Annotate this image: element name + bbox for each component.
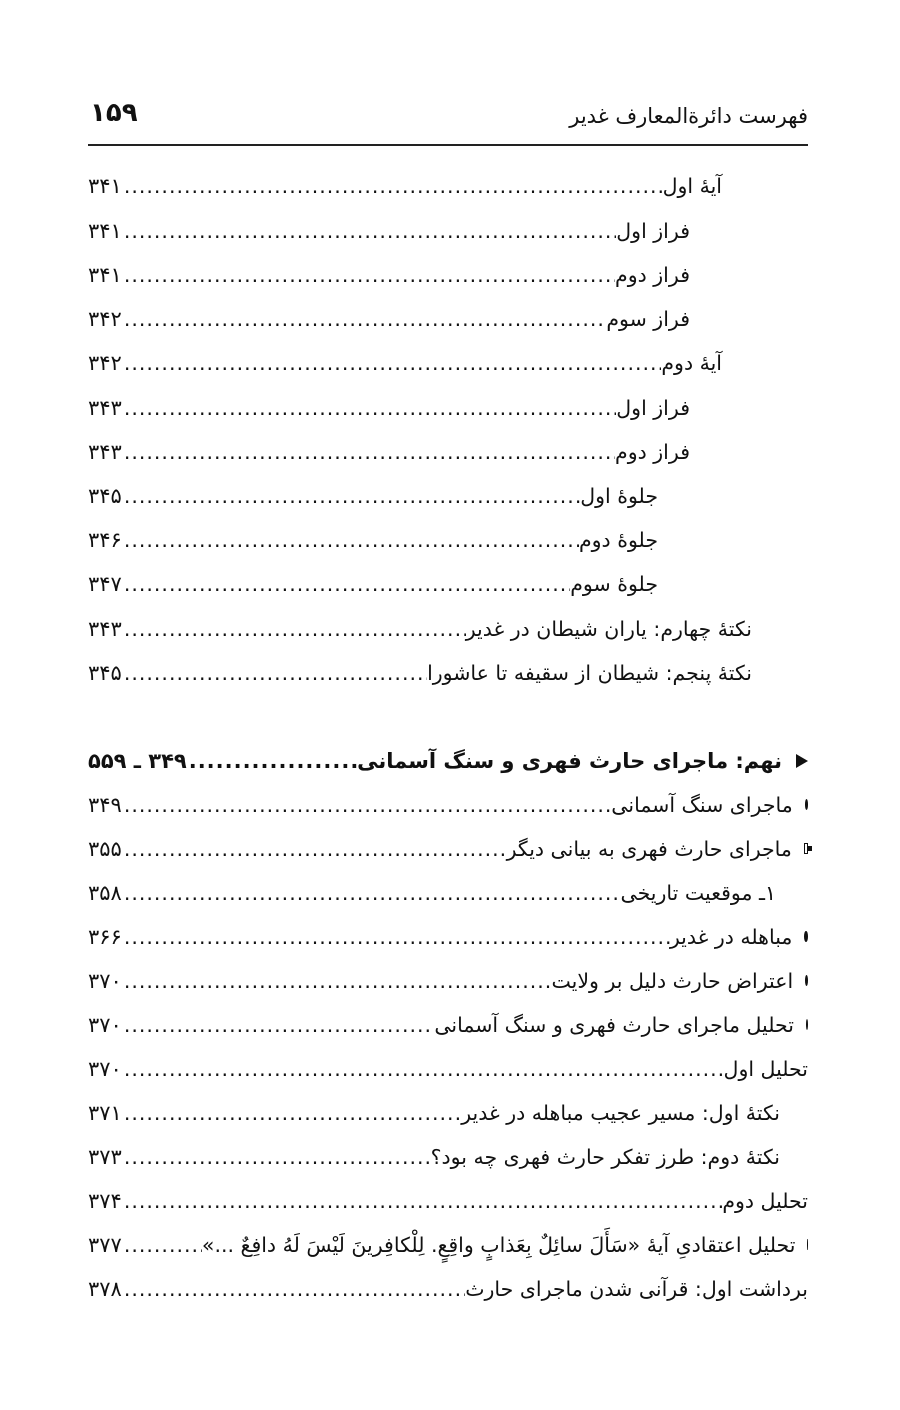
toc-entry-page: ۳۴۱ (88, 263, 122, 287)
toc-entry-title: نکتهٔ چهارم: یاران شیطان در غدیر (465, 617, 752, 641)
dot-leader (124, 917, 670, 957)
toc-entry (88, 1181, 808, 1221)
toc-entry-page: ۳۴۵ (88, 484, 122, 508)
toc-entry (88, 211, 690, 251)
dot-leader (124, 564, 570, 604)
bullet-icon (805, 799, 808, 810)
toc-entry-title: فراز اول (616, 219, 690, 243)
toc-entry-page: ۳۷۳ (88, 1145, 122, 1169)
toc-entry-title: تحلیل ماجرای حارث فهری و سنگ آسمانی (434, 1013, 794, 1037)
dot-leader (124, 388, 616, 428)
toc-entry-page: ۳۴۶ (88, 528, 122, 552)
toc-entry-page: ۳۴۹ ـ ۵۵۹ (88, 749, 187, 773)
toc-entry-title: جلوهٔ سوم (570, 572, 658, 596)
toc-entry-page: ۳۵۵ (88, 837, 122, 861)
toc-entry-title: فراز اول (616, 396, 690, 420)
dot-leader (124, 961, 552, 1001)
dot-leader (124, 343, 662, 383)
toc-entry-title: مباهله در غدیر (669, 925, 793, 949)
toc-entry-title: تحلیل اعتقادیِ آیهٔ «سَأَلَ سائِلٌ بِعَذابٍ واقِعٍ. لِلْکافِرینَ لَیْسَ لَهُ دافِعٌ ...» (201, 1233, 796, 1257)
toc-entry-title: تحلیل دوم (722, 1189, 808, 1213)
toc-entry (88, 917, 808, 957)
toc-entry (88, 1049, 808, 1089)
toc-entry-page: ۳۷۱ (88, 1101, 122, 1125)
dot-leader (124, 1093, 461, 1133)
toc-entry-page: ۳۷۸ (88, 1277, 122, 1301)
toc-entry-title: آیهٔ اول (662, 174, 722, 198)
toc-entry (88, 432, 690, 472)
toc-entry (88, 873, 776, 913)
bullet-icon (806, 1019, 808, 1030)
dot-leader (124, 785, 611, 825)
toc-entry-title: نکتهٔ دوم: طرز تفکر حارث فهری چه بود؟ (430, 1145, 780, 1169)
dot-leader (124, 653, 427, 693)
running-header-title: فهرست دائرةالمعارف غدیر (569, 104, 808, 128)
toc-entry (88, 653, 752, 693)
dot-leader (124, 166, 663, 206)
toc-entry-title: جلوهٔ دوم (578, 528, 658, 552)
toc-entry-title: نهم: ماجرای حارث فهری و سنگ آسمانی (357, 749, 782, 773)
toc-entry (88, 1005, 808, 1045)
toc-entry-page: ۳۷۰ (88, 1013, 122, 1037)
toc-entry-page: ۳۷۰ (88, 1057, 122, 1081)
toc-entry (88, 299, 690, 339)
toc-entry-title: برداشت اول: قرآنی شدن ماجرای حارث (465, 1277, 808, 1301)
toc-entry-title: تحلیل اول (723, 1057, 808, 1081)
running-header (88, 92, 808, 146)
toc-entry (88, 1093, 780, 1133)
toc-entry-title: جلوهٔ اول (580, 484, 658, 508)
toc-chapter-entry (88, 741, 808, 781)
toc-entry-page: ۳۴۳ (88, 617, 122, 641)
toc-entry (88, 520, 658, 560)
toc-entry-title: فراز دوم (615, 263, 690, 287)
triangle-pointer-icon (796, 754, 808, 768)
bullet-icon (805, 975, 808, 986)
toc-entry (88, 255, 690, 295)
toc-entry-page: ۳۴۱ (88, 174, 122, 198)
toc-entry (88, 166, 722, 206)
toc-entry-title: فراز دوم (615, 440, 690, 464)
toc-entry-title: اعتراض حارث دلیل بر ولایت (551, 969, 794, 993)
dot-leader (124, 1049, 724, 1089)
square-bullet-icon (804, 843, 808, 854)
toc-entry-title: ماجرای سنگ آسمانی (611, 793, 793, 817)
toc-entry (88, 961, 808, 1001)
dot-leader (124, 299, 606, 339)
dot-leader (124, 1181, 722, 1221)
toc-entry-page: ۳۴۹ (88, 793, 122, 817)
toc-entry-title: ۱ـ موقعیت تاریخی (620, 881, 776, 905)
toc-entry-title: نکتهٔ اول: مسیر عجیب مباهله در غدیر (461, 1101, 780, 1125)
bullet-icon (804, 931, 808, 942)
toc-entry-page: ۳۴۷ (88, 572, 122, 596)
dot-leader (124, 432, 615, 472)
toc-entry (88, 343, 722, 383)
dot-leader (124, 1137, 431, 1177)
dot-leader (124, 873, 621, 913)
toc-entry-page: ۳۴۳ (88, 396, 122, 420)
toc-entry-page: ۳۴۱ (88, 219, 122, 243)
dot-leader (124, 211, 616, 251)
toc-entry-page: ۳۷۰ (88, 969, 122, 993)
toc-entry-title: نکتهٔ پنجم: شیطان از سقیفه تا عاشورا (427, 661, 752, 685)
toc-entry (88, 1225, 808, 1265)
toc-entry (88, 829, 808, 869)
dot-leader (124, 520, 579, 560)
toc-entry-page: ۳۵۸ (88, 881, 122, 905)
dot-leader (189, 741, 357, 781)
toc-entry (88, 1137, 780, 1177)
dot-leader (124, 476, 580, 516)
toc-entry-page: ۳۴۲ (88, 307, 122, 331)
bullet-icon (807, 1239, 808, 1250)
toc-entry-page: ۳۷۴ (88, 1189, 122, 1213)
toc-entry-page: ۳۴۵ (88, 661, 122, 685)
dot-leader (124, 1005, 435, 1045)
toc-entry-page: ۳۶۶ (88, 925, 122, 949)
toc-entry-page: ۳۴۲ (88, 351, 122, 375)
dot-leader (124, 609, 466, 649)
toc-entry (88, 609, 752, 649)
dot-leader (124, 1225, 202, 1265)
dot-leader (124, 1269, 465, 1309)
toc-entry (88, 388, 690, 428)
toc-entry-title: آیهٔ دوم (661, 351, 722, 375)
toc-entry-title: فراز سوم (606, 307, 690, 331)
toc-entry (88, 476, 658, 516)
toc-entry (88, 564, 658, 604)
toc-entry (88, 1269, 808, 1309)
toc-entry-page: ۳۷۷ (88, 1233, 122, 1257)
dot-leader (124, 829, 507, 869)
toc-entry-page: ۳۴۳ (88, 440, 122, 464)
toc-entry (88, 785, 808, 825)
page-number: ۱۵۹ (90, 98, 138, 128)
dot-leader (124, 255, 615, 295)
toc-entry-title: ماجرای حارث فهری به بیانی دیگر (506, 837, 792, 861)
